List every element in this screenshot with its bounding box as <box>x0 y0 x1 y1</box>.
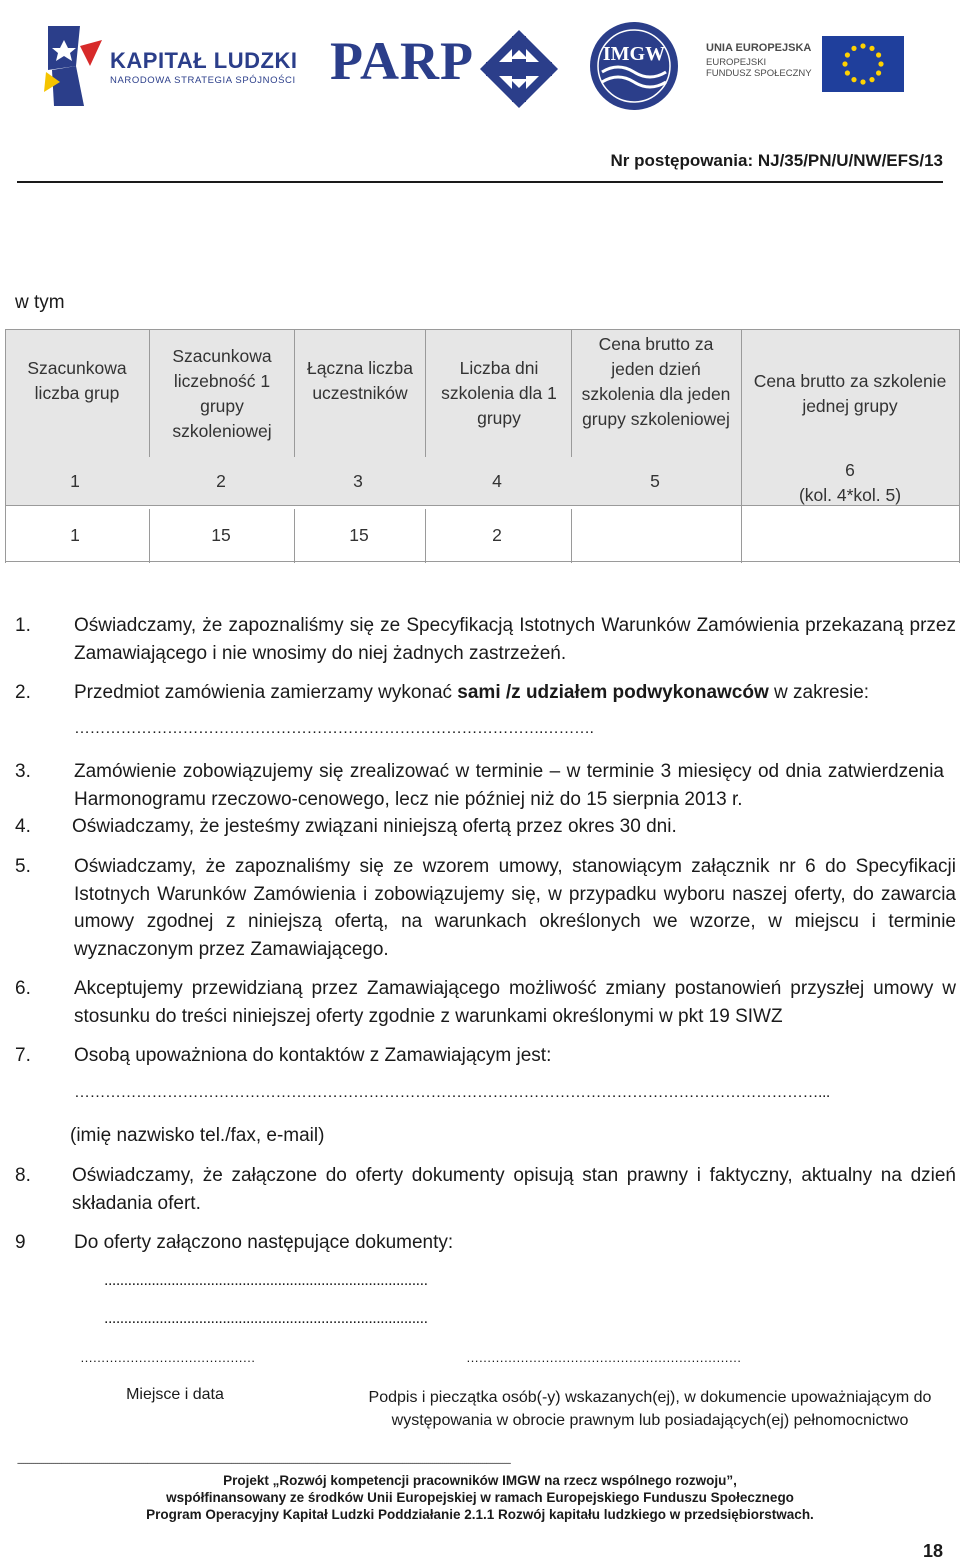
signature-sign-label: Podpis i pieczątka osób(-y) wskazanych(ej), w dokumencie upoważniającym do występowania w obrocie prawnym lub posiadających(ej) pełnomocnictwo <box>368 1389 932 1429</box>
statement-2-post: w zakresie: <box>768 682 870 703</box>
value-group-size: 15 <box>211 525 231 545</box>
kapital-ludzki-logo-text <box>110 48 297 86</box>
contact-person-fill-line[interactable]: ………………………………………………………………………………………………………………………………... <box>74 1084 830 1101</box>
parp-logo-mark <box>478 28 560 110</box>
signature-place-date-line[interactable]: …………………………………… <box>80 1350 255 1365</box>
footer-line-1: Projekt „Rozwój kompetencji pracowników IMGW na rzecz wspólnego rozwoju”, <box>223 1473 737 1488</box>
column-number: 2 <box>216 471 226 491</box>
footer-dashed-rule: ------------------------------------------------------------------------------------------------------------------------------------------------------------------------------------------------------------------------------------------------------- <box>17 1458 511 1468</box>
case-number: Nr postępowania: NJ/35/PN/U/NW/EFS/13 <box>610 151 943 170</box>
footer-project-info <box>0 1472 960 1523</box>
header-total-participants: Łączna liczba uczestników <box>306 358 414 403</box>
table-col-divider <box>294 330 295 457</box>
statement-2-number: 2. <box>15 682 31 703</box>
statement-4-number: 4. <box>15 816 31 837</box>
statement-9-text: Do oferty załączono następujące dokumenty: <box>74 1232 454 1253</box>
statement-6-number: 6. <box>15 978 31 999</box>
statement-1-text: Oświadczamy, że zapoznaliśmy się ze Specyfikacją Istotnych Warunków Zamówienia przekazaną przez Zamawiającego i nie wnosimy do niej żadnych zastrzeżeń. <box>74 615 956 664</box>
value-groups: 1 <box>70 525 80 545</box>
contact-person-note: (imię nazwisko tel./fax, e-mail) <box>70 1125 325 1146</box>
statement-2-bold: sami /z udziałem podwykonawców <box>457 682 769 703</box>
statement-2-fill-line[interactable]: ……………………………………………………………………………….………. <box>74 720 594 737</box>
statement-3-number: 3. <box>15 761 31 782</box>
statement-7-text: Osobą upoważniona do kontaktów z Zamawiającym jest: <box>74 1045 552 1066</box>
statement-6-text: Akceptujemy przewidzianą przez Zamawiającego możliwość zmiany postanowień przyszłej umowy w stosunku do treści niniejszej oferty zgodnie z warunkami określonymi w pkt 19 SIWZ <box>74 978 956 1027</box>
statement-2-pre: Przedmiot zamówienia zamierzamy wykonać <box>74 682 458 703</box>
footer-line-3: Program Operacyjny Kapitał Ludzki Poddziałanie 2.1.1 Rozwój kapitału ludzkiego w przedsiębiorstwach. <box>146 1507 814 1522</box>
header-divider <box>17 181 943 183</box>
column-number: 4 <box>492 471 502 491</box>
signature-place-date-label: Miejsce i data <box>126 1386 224 1403</box>
imgw-logo-text: IMGW <box>602 43 666 65</box>
statement-5-text: Oświadczamy, że zapoznaliśmy się ze wzorem umowy, stanowiącym załącznik nr 6 do Specyfikacji Istotnych Warunków Zamówienia i zobowiązujemy się, w przypadku wyboru naszej oferty, do zawarcia umowy zgodnej z niniejszą ofertą, na warunkach określonych we wzorze, w miejscu i terminie wyznaczonym przez Zamawiającego. <box>74 856 956 960</box>
statement-5-number: 5. <box>15 856 31 877</box>
column-formula-6: (kol. 4*kol. 5) <box>798 485 902 505</box>
logo-bar <box>0 0 960 150</box>
statement-7-number: 7. <box>15 1045 31 1066</box>
column-number: 5 <box>650 471 660 491</box>
column-number: 1 <box>70 471 80 491</box>
statement-9-number: 9 <box>15 1232 26 1253</box>
statement-1-number: 1. <box>15 615 31 636</box>
table-border-left <box>5 330 6 563</box>
header-training-days: Liczba dni szkolenia dla 1 grupy <box>441 358 557 428</box>
table-col-divider <box>571 509 572 563</box>
table-col-divider <box>149 330 150 457</box>
eu-logo-line3: FUNDUSZ SPOŁECZNY <box>706 68 812 79</box>
statement-3-text: Zamówienie zobowiązujemy się zrealizować w terminie – w terminie 3 miesięcy od dnia zatwierdzenia Harmonogramu rzeczowo-cenowego, lecz nie później niż do 15 sierpnia 2013 r. <box>74 761 944 810</box>
table-col-divider <box>425 330 426 457</box>
column-number: 3 <box>353 471 363 491</box>
table-col-divider <box>571 330 572 457</box>
table-col-divider <box>149 509 150 563</box>
kapital-ludzki-title: KAPITAŁ LUDZKI <box>110 48 298 73</box>
table-col-divider <box>741 330 742 563</box>
kapital-ludzki-subtitle: NARODOWA STRATEGIA SPÓJNOŚCI <box>110 75 296 86</box>
attachments-fill-line-1[interactable]: .................................................................................. <box>104 1272 428 1289</box>
signature-sign-line[interactable]: ………………………………………………………… <box>466 1350 741 1365</box>
imgw-logo <box>588 20 680 112</box>
eu-logo-line1: UNIA EUROPEJSKA <box>706 42 812 54</box>
statement-8-text: Oświadczamy, że załączone do oferty dokumenty opisują stan prawny i faktyczny, aktualny na dzień składania ofert. <box>72 1165 956 1214</box>
section-label-w-tym: w tym <box>15 292 65 313</box>
attachments-fill-line-2[interactable]: .................................................................................. <box>104 1310 428 1327</box>
column-number-6: 6 <box>845 460 855 480</box>
page-number: 18 <box>922 1541 943 1561</box>
eu-logo-text <box>706 42 818 79</box>
table-col-divider <box>425 509 426 563</box>
header-group-size: Szacunkowa liczebność 1 grupy szkoleniowej <box>172 346 272 441</box>
kapital-ludzki-logo-mark <box>40 22 102 108</box>
price-table <box>5 329 960 562</box>
statement-4-text: Oświadczamy, że jesteśmy związani niniejszą ofertą przez okres 30 dni. <box>72 816 677 837</box>
eu-flag-icon <box>822 36 904 92</box>
header-price-per-day: Cena brutto za jeden dzień szkolenia dla jeden grupy szkoleniowej <box>581 334 731 429</box>
value-total-participants: 15 <box>349 525 369 545</box>
header-estimated-groups: Szacunkowa liczba grup <box>27 358 127 403</box>
statement-2-text <box>74 679 956 707</box>
eu-logo-line2: EUROPEJSKI <box>706 57 767 68</box>
parp-logo-text: PARP <box>330 31 474 91</box>
footer-line-2: współfinansowany ze środków Unii Europejskiej w ramach Europejskiego Funduszu Społecznego <box>166 1490 794 1505</box>
table-col-divider <box>294 509 295 563</box>
statement-8-number: 8. <box>15 1165 31 1186</box>
header-price-per-group: Cena brutto za szkolenie jednej grupy <box>753 371 947 416</box>
value-training-days: 2 <box>492 525 502 545</box>
